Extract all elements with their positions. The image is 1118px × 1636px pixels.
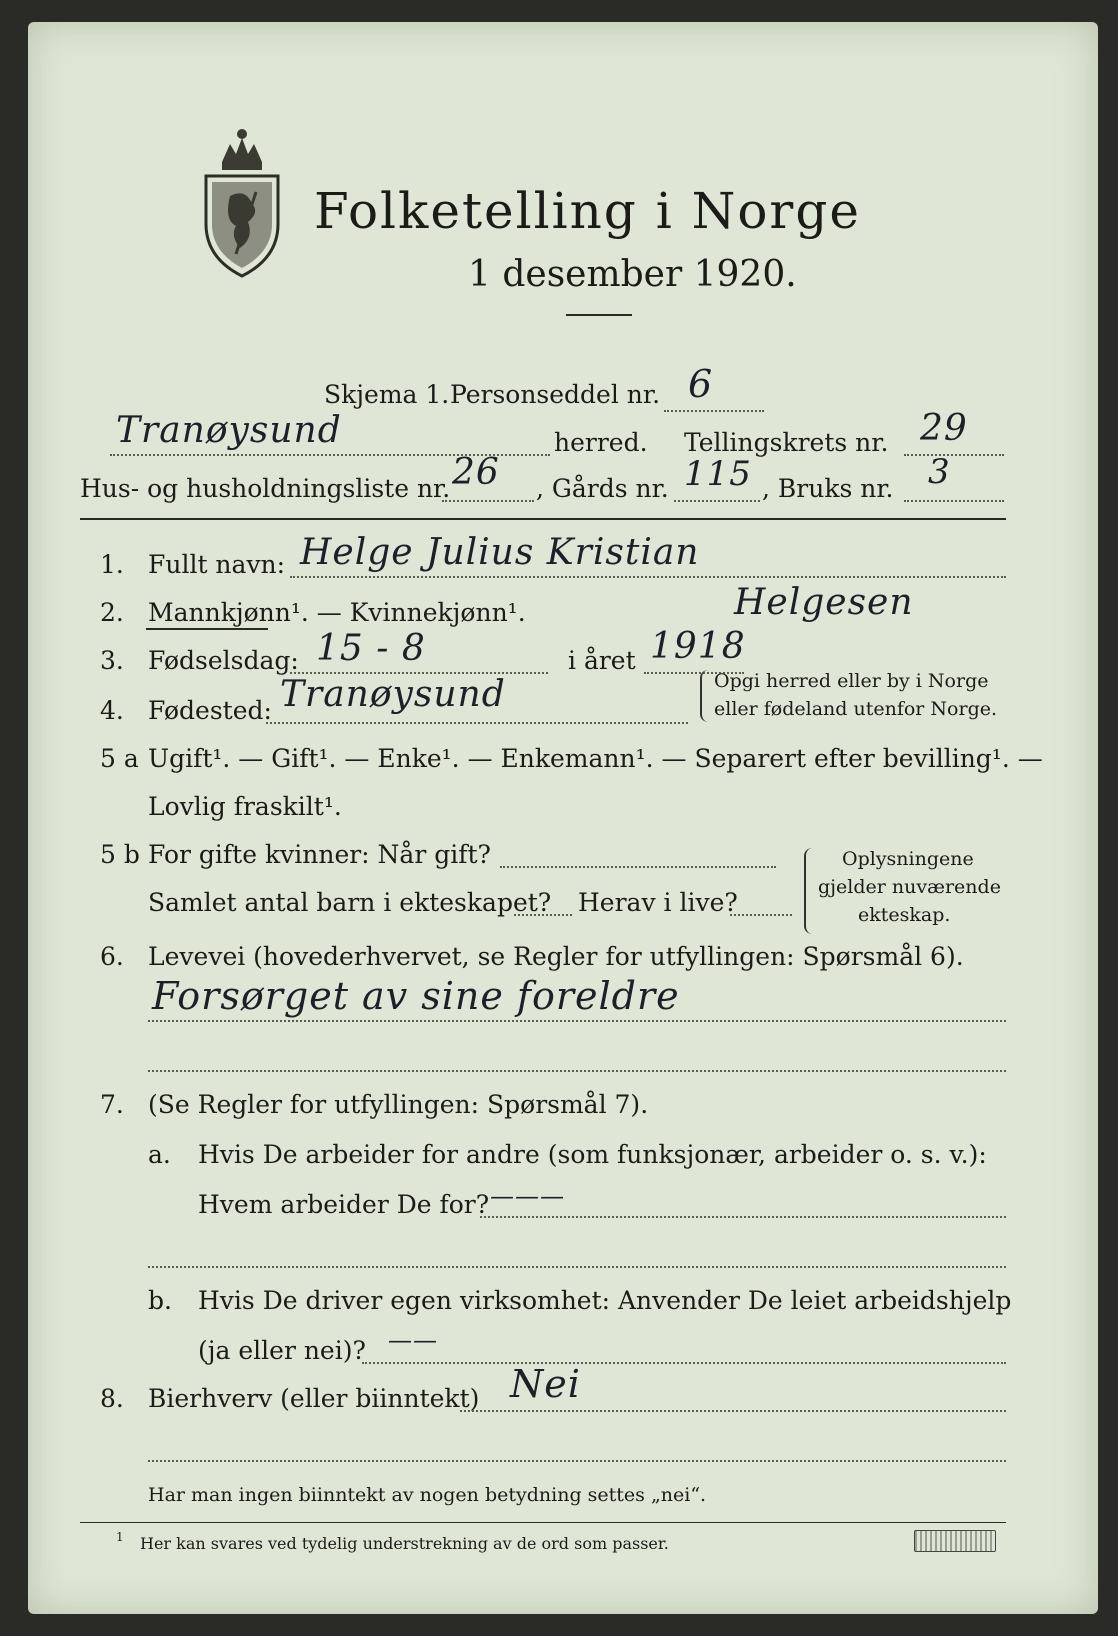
q4-line bbox=[266, 722, 688, 724]
herred-label: herred. bbox=[554, 428, 648, 457]
form-title: Folketelling i Norge bbox=[314, 182, 861, 240]
husliste-label: Hus- og husholdningsliste nr. bbox=[80, 474, 451, 503]
q7a-value[interactable]: ——— bbox=[490, 1182, 565, 1210]
q8-number: 8. bbox=[100, 1384, 124, 1413]
personseddel-label: Personseddel nr. bbox=[450, 380, 661, 409]
q2-underline-mannkjonn bbox=[146, 628, 268, 630]
q5b-children-label: Samlet antal barn i ekteskapet? bbox=[148, 888, 552, 917]
q8-line bbox=[460, 1410, 1006, 1412]
q5b-note-brace bbox=[804, 848, 814, 934]
q6-number: 6. bbox=[100, 942, 124, 971]
q5b-married-line bbox=[500, 866, 776, 868]
q2-label: Mannkjønn¹. — Kvinnekjønn¹. bbox=[148, 598, 526, 627]
q4-label: Fødested: bbox=[148, 696, 272, 725]
husliste-value[interactable]: 26 bbox=[452, 452, 500, 493]
q5b-note-line-1: Oplysningene bbox=[842, 848, 974, 870]
tellingskrets-label: Tellingskrets nr. bbox=[684, 428, 889, 457]
q5b-note-line-3: ekteskap. bbox=[858, 904, 951, 926]
gards-value[interactable]: 115 bbox=[684, 454, 752, 494]
footnote-mark: 1 bbox=[116, 1530, 124, 1544]
q6-line-1 bbox=[148, 1020, 1006, 1022]
q3-label: Fødselsdag: bbox=[148, 646, 299, 675]
q4-note-line-1: Opgi herred eller by i Norge bbox=[714, 670, 989, 692]
q1-value[interactable]: Helge Julius Kristian bbox=[300, 532, 700, 573]
bruks-line bbox=[904, 500, 1004, 502]
q6-value[interactable]: Forsørget av sine foreldre bbox=[152, 974, 680, 1018]
q5b-alive-line bbox=[730, 914, 792, 916]
gards-label: , Gårds nr. bbox=[536, 474, 669, 503]
q7a-label-continued: Hvem arbeider De for? bbox=[198, 1190, 490, 1219]
q4-note-line-2: eller fødeland utenfor Norge. bbox=[714, 698, 998, 720]
q7b-number: b. bbox=[148, 1286, 172, 1315]
q1-line bbox=[290, 576, 1006, 578]
q1-label: Fullt navn: bbox=[148, 550, 286, 579]
skjema-label: Skjema 1. bbox=[324, 380, 450, 409]
q3-year-label: i året bbox=[568, 646, 636, 675]
q1-number: 1. bbox=[100, 550, 124, 579]
q4-note-brace bbox=[700, 670, 710, 722]
herred-value[interactable]: Tranøysund bbox=[116, 410, 342, 451]
q5b-children-line bbox=[514, 914, 572, 916]
q3-year-value[interactable]: 1918 bbox=[650, 626, 746, 667]
q7a-line-1 bbox=[480, 1216, 1006, 1218]
q7-label: (Se Regler for utfyllingen: Spørsmål 7). bbox=[148, 1090, 649, 1119]
q8-line-2 bbox=[148, 1460, 1006, 1462]
q7a-label: Hvis De arbeider for andre (som funksjonær, arbeider o. s. v.): bbox=[198, 1140, 987, 1169]
bruks-value[interactable]: 3 bbox=[928, 452, 951, 492]
q5b-alive-label: Herav i live? bbox=[578, 888, 738, 917]
q8-label: Bierhverv (eller biinntekt) bbox=[148, 1384, 480, 1413]
footnote: Her kan svares ved tydelig understrekning av de ord som passer. bbox=[140, 1534, 669, 1553]
q3-value[interactable]: 15 - 8 bbox=[316, 628, 426, 669]
q2-number: 2. bbox=[100, 598, 124, 627]
q5b-note-line-2: gjelder nuværende bbox=[818, 876, 1001, 898]
q6-label: Levevei (hovederhvervet, se Regler for utfyllingen: Spørsmål 6). bbox=[148, 942, 964, 971]
q5b-label: For gifte kvinner: Når gift? bbox=[148, 840, 491, 869]
q7a-number: a. bbox=[148, 1140, 171, 1169]
q7b-label: Hvis De driver egen virksomhet: Anvender De leiet arbeidshjelp bbox=[198, 1286, 1012, 1315]
census-date: 1 desember 1920. bbox=[468, 254, 797, 295]
gards-line bbox=[674, 500, 760, 502]
q4-number: 4. bbox=[100, 696, 124, 725]
q8-value[interactable]: Nei bbox=[510, 1362, 581, 1406]
q7a-line-2 bbox=[148, 1266, 1006, 1268]
husliste-line bbox=[442, 500, 534, 502]
q3-number: 3. bbox=[100, 646, 124, 675]
title-divider bbox=[566, 314, 632, 316]
q5b-number: 5 b bbox=[100, 840, 140, 869]
q4-value[interactable]: Tranøysund bbox=[280, 674, 506, 715]
q7b-value[interactable]: —— bbox=[388, 1326, 438, 1354]
footer-note: Har man ingen biinntekt av nogen betydning settes „nei“. bbox=[148, 1484, 707, 1506]
q5a-label-continued: Lovlig fraskilt¹. bbox=[148, 792, 342, 821]
q7b-line bbox=[362, 1362, 1006, 1364]
personseddel-line bbox=[664, 410, 764, 412]
personseddel-value[interactable]: 6 bbox=[688, 362, 714, 406]
q5a-number: 5 a bbox=[100, 744, 139, 773]
q7b-label-continued: (ja eller nei)? bbox=[198, 1336, 366, 1365]
q7-number: 7. bbox=[100, 1090, 124, 1119]
printer-stamp-icon bbox=[914, 1530, 996, 1552]
section-divider bbox=[80, 518, 1006, 520]
q1-value-continued[interactable]: Helgesen bbox=[734, 582, 914, 623]
q6-line-2 bbox=[148, 1070, 1006, 1072]
census-form bbox=[28, 22, 1098, 1614]
q5a-label: Ugift¹. — Gift¹. — Enke¹. — Enkemann¹. — Separert efter bevilling¹. — bbox=[148, 744, 1043, 773]
tellingskrets-line bbox=[904, 454, 1004, 456]
footer-divider bbox=[80, 1522, 1006, 1523]
norwegian-coat-of-arms-icon bbox=[200, 126, 284, 278]
tellingskrets-value[interactable]: 29 bbox=[920, 408, 968, 449]
bruks-label: , Bruks nr. bbox=[762, 474, 894, 503]
